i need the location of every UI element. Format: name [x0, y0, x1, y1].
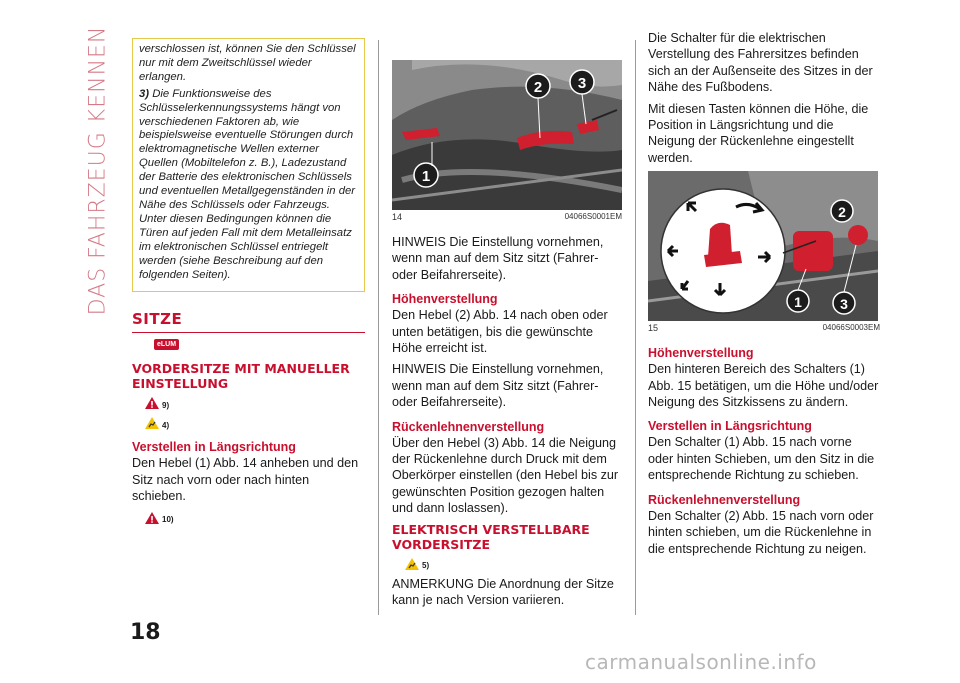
body-lehne	[392, 435, 622, 517]
callout-3: 3	[840, 296, 848, 313]
intro-paragraph-2: Mit diesen Tasten können die Höhe, die Position in Längsrichtung und die Neigung der Rückenlehne eingestellt werden.	[648, 101, 869, 165]
seat-switch-illustration	[648, 171, 878, 321]
section-title-sitze: SITZE	[132, 310, 365, 333]
chapter-side-title-text: DAS FAHRZEUG KENNEN	[85, 25, 111, 315]
warning-reference-number: 9)	[162, 400, 170, 410]
hinweis-1: HINWEIS Die Einstellung vornehmen, wenn man auf dem Sitz sitzt (Fahrer- oder Beifahrerseite).	[392, 235, 604, 282]
page-number: 18	[130, 620, 161, 645]
heading-rueckenlehne: Rückenlehnenverstellung	[392, 419, 545, 434]
figure-15-code: 04066S0003EM	[822, 323, 880, 333]
watermark: carmanualsonline.info	[585, 650, 817, 674]
intro-paragraph-1: Die Schalter für die elektrischen Verstellung des Fahrersitzes befinden sich an der Außenseite des Sitzes in der Nähe des Fußbodens.	[648, 31, 873, 95]
body-laengs-elektrisch	[648, 434, 880, 483]
body-lehne-elektrisch	[648, 508, 880, 557]
figure-15-seat-switches	[648, 171, 878, 321]
heading-laengs-elektrisch: Verstellen in Längsrichtung	[648, 419, 812, 434]
warning-reference-number-2: 10)	[162, 515, 174, 525]
callout-3: 3	[577, 75, 587, 92]
caution-triangle-icon	[404, 557, 420, 571]
paragraph-hoehe-elektrisch: Den hinteren Bereich des Schalters (1) Abb. 15 betätigen, um die Höhe und/oder Neigung des Sitzkissens zu ändern.	[648, 362, 879, 410]
heading-hoehenverstellung: Höhenverstellung	[392, 292, 498, 307]
seat-lever-illustration	[392, 60, 622, 210]
paragraph-laengsrichtung: Den Hebel (1) Abb. 14 anheben und den Sitz nach vorn oder nach hinten schieben.	[132, 456, 359, 504]
figure-14-caption	[392, 212, 622, 222]
body-hoehe-elektrisch	[648, 361, 880, 410]
figure-14-code: 04066S0001EM	[564, 212, 622, 221]
warning-reference-row	[144, 395, 365, 411]
column-2-body	[392, 234, 622, 283]
column-divider-left	[378, 40, 379, 615]
subsection-title-manuell: VORDERSITZE MIT MANUELLER EINSTELLUNG	[132, 361, 350, 392]
paragraph-hoehenverstellung: Den Hebel (2) Abb. 14 nach oben oder unten betätigen, bis die gewünschte Höhe erreicht ist.	[392, 308, 608, 356]
note-3-text: Die Funktionsweise des Schlüsselerkennungssystems hängt von verschiedenen Faktoren ab, wie beispielsweise eventuelle Störungen durch elektromagnetische Wellen externer Quellen (Mobiltelefon z. B.), Ladezustand der Batterie des elektronischen Schlüssels und eventuellen Metallgegenständen in der Nähe des Schlüssels oder Fahrzeugs. Unter diesen Bedingungen können die Türen auf jeden Fall mit dem Metalleinsatz im elektronischen Schlüssel entriegelt werden (siehe Beschreibung auf den folgenden Seiten).	[139, 87, 356, 281]
chapter-side-title	[78, 25, 118, 315]
caution-reference-row	[144, 415, 365, 431]
caution-reference-row-col2	[404, 556, 622, 572]
caution-reference-number-col2: 5)	[422, 561, 430, 571]
column-3	[648, 30, 880, 562]
elum-badge: eLUM	[154, 339, 179, 350]
subsection-title-elektrisch: ELEKTRISCH VERSTELLBARE VORDERSITZE	[392, 521, 590, 552]
note-3-number: 3)	[139, 87, 150, 100]
callout-2: 2	[533, 79, 543, 96]
callout-2: 2	[838, 204, 846, 221]
body-hoehe	[392, 307, 622, 410]
hinweis-2: HINWEIS Die Einstellung vornehmen, wenn man auf dem Sitz sitzt (Fahrer- oder Beifahrerseite).	[392, 362, 604, 410]
figure-14-number: 14	[392, 212, 403, 222]
callout-1: 1	[794, 294, 802, 311]
note-lead-text: verschlossen ist, können Sie den Schlüssel nur mit dem Zweitschlüssel wieder erlangen.	[139, 43, 356, 83]
column-1	[132, 38, 365, 526]
elum-badge-row	[132, 333, 365, 351]
note-box	[132, 38, 365, 292]
heading-laengsrichtung: Verstellen in Längsrichtung	[132, 440, 296, 455]
paragraph-laengs-elektrisch: Den Schalter (1) Abb. 15 nach vorne oder hinten Schieben, um den Sitz in die entsprechende Richtung zu schieben.	[648, 435, 875, 483]
heading-lehne-elektrisch: Rückenlehnenverstellung	[648, 492, 801, 507]
paragraph-rueckenlehne: Über den Hebel (3) Abb. 14 die Neigung der Rückenlehne durch Druck mit dem Oberkörper einstellen (den Hebel bis zur gewünschten Position gezogen halten und dann loslassen).	[392, 435, 619, 516]
column-3-intro	[648, 30, 880, 166]
heading-hoehenverstellung-elektrisch: Höhenverstellung	[648, 346, 754, 361]
caution-triangle-icon	[144, 416, 160, 430]
body-text-laengsrichtung	[132, 455, 365, 504]
figure-15-caption	[648, 323, 880, 333]
paragraph-lehne-elektrisch: Den Schalter (2) Abb. 15 nach vorn oder hinten schieben, um die Rückenlehne in die entsprechende Richtung zu neigen.	[648, 508, 874, 556]
anmerkung-text: ANMERKUNG Die Anordnung der Sitze kann je nach Version variieren.	[392, 576, 614, 608]
column-divider-right	[635, 40, 636, 615]
warning-triangle-icon	[144, 396, 160, 410]
body-anmerkung	[392, 576, 622, 609]
caution-reference-number: 4)	[162, 420, 170, 430]
callout-1: 1	[421, 168, 431, 185]
note-3	[139, 88, 358, 283]
column-2	[392, 60, 622, 614]
warning-reference-row-2	[144, 510, 365, 526]
figure-15-number: 15	[648, 323, 659, 334]
figure-14-seat-levers	[392, 60, 622, 210]
warning-triangle-icon	[144, 511, 160, 525]
